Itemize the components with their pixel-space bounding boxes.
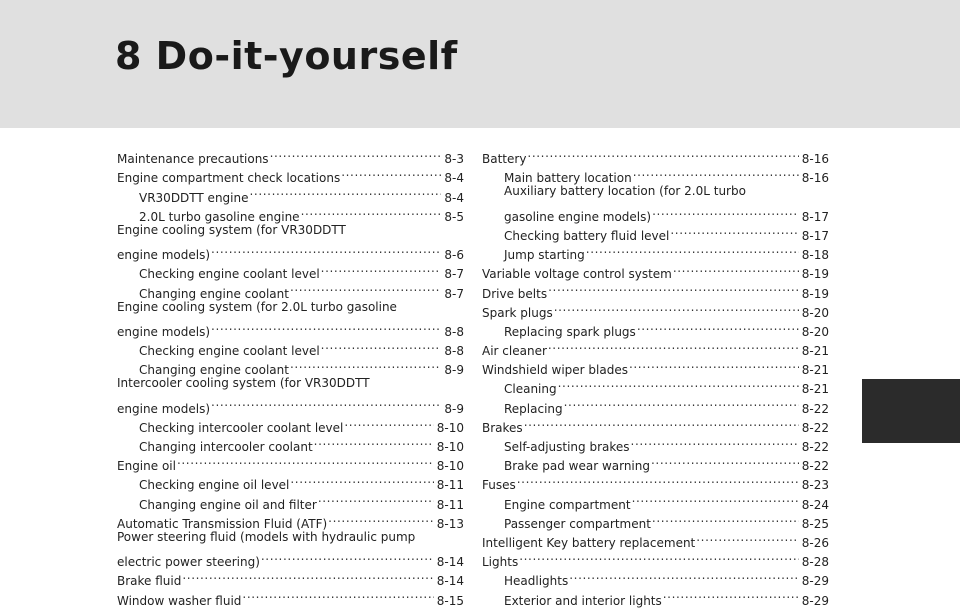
toc-entry[interactable]	[117, 221, 464, 263]
toc-page-number: 8-22	[801, 440, 829, 454]
toc-entry-title: Checking engine coolant level	[139, 267, 320, 282]
dot-leader	[182, 566, 433, 585]
toc-entry-title: gasoline engine models)	[504, 209, 652, 224]
toc-entry-title: Changing engine oil and filter	[139, 497, 317, 512]
dot-leader	[344, 413, 433, 432]
toc-entry[interactable]	[117, 298, 464, 339]
toc-subentry[interactable]	[482, 163, 829, 186]
toc-subentry[interactable]	[482, 489, 829, 512]
toc-page-number: 8-19	[801, 286, 829, 301]
toc-entry-title: Brake fluid	[117, 574, 182, 589]
dot-leader	[569, 566, 799, 585]
dot-leader	[564, 393, 799, 412]
toc-entry-title: Brakes	[482, 420, 523, 435]
dot-leader	[670, 221, 798, 240]
toc-entry-title: Checking engine oil level	[139, 478, 290, 493]
toc-entry-title: Window washer fluid	[117, 593, 242, 608]
toc-page-number: 8-4	[444, 171, 464, 186]
toc-entry-title: Main battery location	[504, 171, 632, 186]
toc-page-number: 8-8	[444, 324, 464, 339]
toc-entry-title: Power steering fluid (models with hydraulic pump	[117, 529, 416, 544]
dot-leader	[177, 451, 434, 470]
dot-leader	[548, 336, 799, 355]
toc-page-number: 8-11	[436, 497, 464, 512]
dot-leader	[652, 202, 799, 221]
toc-page-number: 8-21	[801, 382, 829, 397]
toc-page-number: 8-14	[436, 555, 464, 570]
toc-entry-title: Lights	[482, 555, 519, 570]
toc-entry[interactable]	[482, 413, 829, 435]
dot-leader	[558, 374, 799, 393]
toc-entry[interactable]	[117, 374, 464, 416]
toc-entry-title: Maintenance precautions	[117, 152, 269, 167]
dot-leader	[301, 202, 442, 221]
toc-entry-title: Checking battery fluid level	[504, 228, 670, 243]
toc-entry-title: Engine cooling system (for 2.0L turbo gasoline	[117, 299, 397, 314]
toc-entry-title: electric power steering)	[117, 555, 260, 570]
toc-page-number: 8-4	[444, 190, 464, 205]
dot-leader	[211, 317, 441, 336]
toc-entry-title: engine models)	[117, 248, 211, 263]
dot-leader	[517, 470, 799, 489]
toc-entry-title: Windshield wiper blades	[482, 363, 628, 378]
toc-entry-title: Passenger compartment	[504, 516, 651, 531]
toc-entry-title: Self-adjusting brakes	[504, 440, 630, 454]
toc-entry-title: Engine compartment	[504, 497, 631, 512]
toc-page-number: 8-10	[436, 440, 464, 454]
toc-entry-title: Replacing spark plugs	[504, 324, 636, 339]
toc-entry-title: Headlights	[504, 574, 569, 589]
dot-leader	[586, 240, 799, 259]
dot-leader	[673, 259, 799, 278]
toc-entry-title: engine models)	[117, 401, 211, 416]
toc-page-number: 8-19	[801, 267, 829, 282]
toc-page-number: 8-16	[801, 171, 829, 186]
toc-page-number: 8-10	[436, 459, 464, 474]
toc-entry-title: VR30DDTT engine	[139, 190, 249, 205]
toc-page-number: 8-9	[444, 363, 464, 378]
toc-page-number: 8-18	[801, 248, 829, 263]
toc-entry-title: Changing engine coolant	[139, 363, 289, 378]
toc-page-number: 8-21	[801, 344, 829, 359]
dot-leader	[554, 298, 799, 317]
toc-entry-title: Cleaning	[504, 382, 557, 397]
toc-page-number: 8-17	[801, 209, 829, 224]
dot-leader	[321, 336, 442, 355]
toc-entry-title: Auxiliary battery location (for 2.0L turbo	[504, 184, 746, 199]
dot-leader	[290, 355, 441, 374]
toc-entry-title: Jump starting	[504, 248, 585, 263]
toc-page-number: 8-28	[801, 555, 829, 570]
toc-entry[interactable]	[482, 470, 829, 493]
toc-page-number: 8-3	[444, 152, 464, 167]
dot-leader	[211, 393, 441, 412]
toc-entry-title: Checking intercooler coolant level	[139, 420, 344, 435]
toc-page-number: 8-6	[444, 248, 464, 263]
toc-page-number: 8-15	[436, 593, 464, 608]
toc-subentry[interactable]	[482, 432, 829, 454]
toc-page-number: 8-11	[436, 478, 464, 493]
toc-column-right	[482, 144, 829, 608]
dot-leader	[290, 470, 433, 489]
dot-leader	[637, 317, 799, 336]
toc-page-number: 8-24	[801, 497, 829, 512]
dot-leader	[524, 413, 799, 432]
toc-page-number: 8-25	[801, 516, 829, 531]
toc-page-number: 8-10	[436, 420, 464, 435]
dot-leader	[651, 451, 799, 470]
toc-entry[interactable]	[482, 144, 829, 167]
toc-entry-title: Air cleaner	[482, 344, 547, 359]
dot-leader	[696, 528, 799, 547]
toc-entry-title: Battery	[482, 152, 527, 167]
dot-leader	[321, 259, 442, 278]
dot-leader	[548, 278, 799, 297]
dot-leader	[328, 509, 434, 528]
dot-leader	[632, 489, 799, 508]
dot-leader	[318, 489, 434, 508]
toc-entry-title: Intercooler cooling system (for VR30DDTT	[117, 376, 370, 391]
toc-page-number: 8-7	[444, 267, 464, 282]
toc-page-number: 8-20	[801, 305, 829, 320]
toc-page-number: 8-9	[444, 401, 464, 416]
toc-page-number: 8-16	[801, 152, 829, 167]
toc-entry-title: Drive belts	[482, 286, 548, 301]
toc-entry-title: Changing intercooler coolant	[139, 440, 313, 454]
toc-entry-title: Checking engine coolant level	[139, 344, 320, 359]
toc-page-number: 8-20	[801, 324, 829, 339]
toc-entry[interactable]	[482, 547, 829, 570]
toc-page-number: 8-17	[801, 228, 829, 243]
toc-entry-title: Fuses	[482, 478, 516, 493]
dot-leader	[211, 240, 441, 259]
toc-page-number: 8-29	[801, 593, 829, 608]
toc-page-number: 8-22	[801, 459, 829, 474]
toc-subentry[interactable]	[482, 566, 829, 589]
dot-leader	[631, 432, 799, 451]
chapter-title: 8 Do-it-yourself	[115, 34, 458, 78]
toc-page-number: 8-26	[801, 535, 829, 550]
dot-leader	[663, 585, 799, 604]
dot-leader	[250, 182, 442, 201]
toc-entry-title: Engine oil	[117, 459, 176, 474]
toc-page-number: 8-29	[801, 574, 829, 589]
toc-entry-title: Automatic Transmission Fluid (ATF)	[117, 516, 328, 531]
toc-page-number: 8-7	[444, 286, 464, 301]
toc-entry-title: Exterior and interior lights	[504, 593, 662, 608]
toc-entry-title: Intelligent Key battery replacement	[482, 535, 696, 550]
toc-entry-title: Brake pad wear warning	[504, 459, 650, 474]
dot-leader	[629, 355, 799, 374]
toc-page-number: 8-13	[436, 516, 464, 531]
dot-leader	[314, 432, 434, 451]
toc-entry-title: Engine cooling system (for VR30DDTT	[117, 222, 346, 237]
toc-entry[interactable]	[117, 528, 464, 570]
dot-leader	[270, 144, 442, 163]
dot-leader	[527, 144, 798, 163]
toc-subentry[interactable]	[482, 182, 829, 224]
toc-entry-title: Changing engine coolant	[139, 286, 289, 301]
toc-entry-title: Spark plugs	[482, 305, 553, 320]
chapter-side-tab	[862, 379, 960, 443]
dot-leader	[652, 509, 799, 528]
toc-page-number: 8-8	[444, 344, 464, 359]
toc-page-number: 8-23	[801, 478, 829, 493]
toc-entry-title: Engine compartment check locations	[117, 171, 341, 186]
dot-leader	[519, 547, 799, 566]
dot-leader	[341, 163, 441, 182]
toc-page-number: 8-14	[436, 574, 464, 589]
toc-page-number: 8-22	[801, 420, 829, 435]
dot-leader	[242, 585, 433, 604]
dot-leader	[290, 278, 441, 297]
toc-entry-title: Replacing	[504, 401, 563, 416]
toc-page-number: 8-22	[801, 401, 829, 416]
dot-leader	[633, 163, 799, 182]
toc-entry-title: Variable voltage control system	[482, 267, 672, 282]
toc-entry[interactable]	[117, 144, 464, 167]
toc-page-number: 8-21	[801, 363, 829, 378]
dot-leader	[261, 547, 434, 566]
toc-page-number: 8-5	[444, 209, 464, 224]
toc-column-left	[117, 144, 464, 608]
toc-entry-title: engine models)	[117, 324, 211, 339]
toc-entry-title: 2.0L turbo gasoline engine	[139, 209, 300, 224]
